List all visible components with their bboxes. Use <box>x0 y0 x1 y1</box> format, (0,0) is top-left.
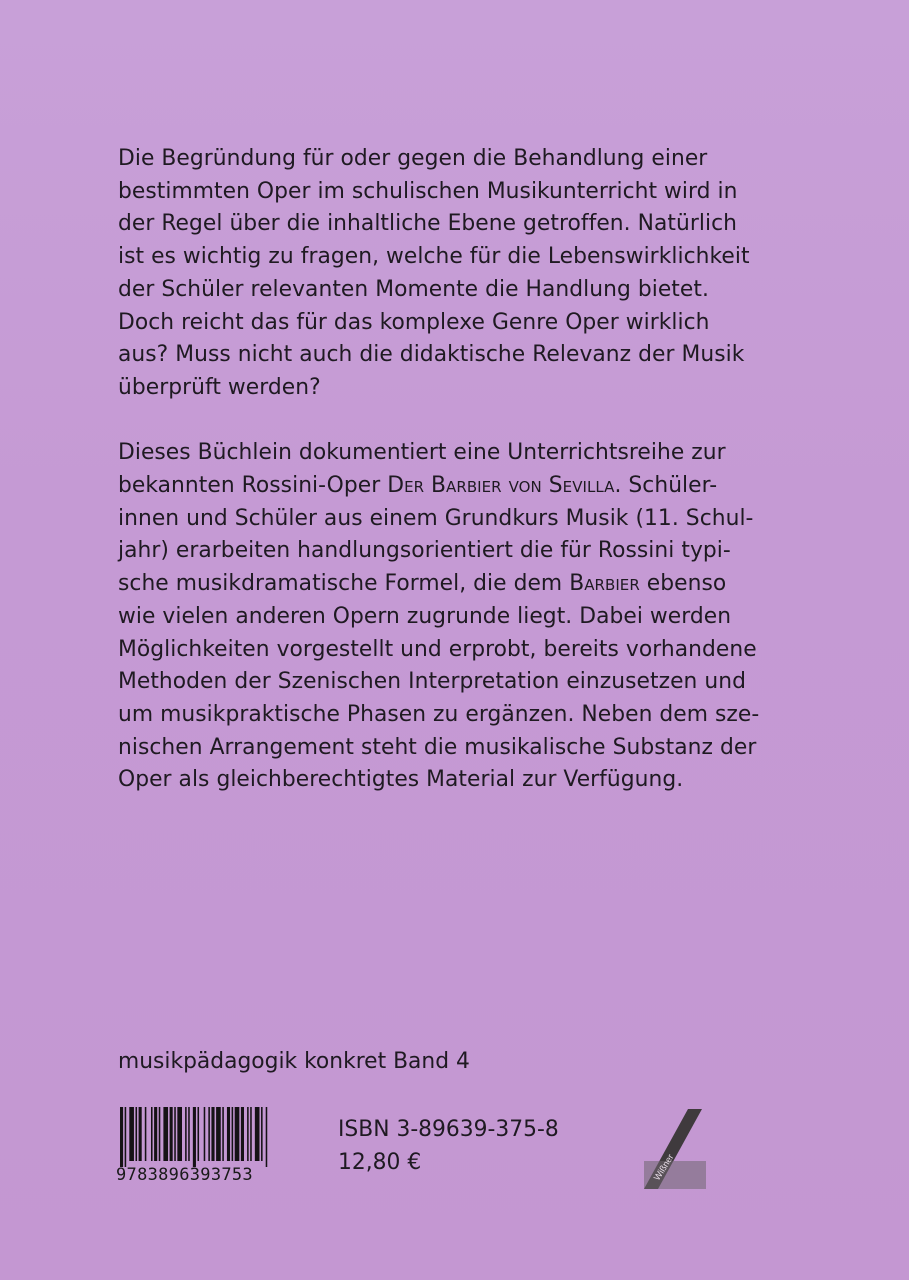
text-line: Doch reicht das für das komplexe Genre Oper wirklich <box>118 309 710 335</box>
barcode-bar <box>204 1107 206 1161</box>
text-line: Oper als gleichberechtigtes Material zur Verfügung. <box>118 767 684 793</box>
barcode-bar <box>151 1107 153 1161</box>
barcode-bar <box>120 1107 123 1167</box>
barcode-bar <box>163 1107 168 1161</box>
text-line: nischen Arrangement steht die musikalische Substanz der <box>118 734 757 760</box>
barcode <box>116 1107 322 1189</box>
blurb-paragraph-2 <box>118 437 760 797</box>
barcode-bar <box>188 1107 190 1161</box>
barcode-bar <box>255 1107 260 1161</box>
barcode-bar <box>208 1107 210 1161</box>
barcode-bar <box>211 1107 214 1161</box>
barcode-bar <box>177 1107 182 1161</box>
logo-wordmark: Wißner <box>651 1152 676 1183</box>
barcode-bar <box>222 1107 224 1161</box>
text-fragment: ebenso <box>639 571 727 597</box>
opera-title: Der Barbier von Sevilla <box>387 473 615 499</box>
barcode-bar <box>139 1107 142 1161</box>
barcode-bar <box>250 1107 252 1161</box>
text-line: der Schüler relevanten Momente die Handlung bietet. <box>118 276 709 302</box>
barcode-bar <box>216 1107 221 1161</box>
blurb-paragraph-1 <box>118 143 750 405</box>
text-line: ist es wichtig zu fragen, welche für die Lebenswirklichkeit <box>118 244 750 270</box>
barcode-bar <box>232 1107 234 1161</box>
isbn: ISBN 3-89639-375-8 <box>338 1117 559 1142</box>
text-fragment: sche musikdramatische Formel, die dem <box>118 571 570 597</box>
barcode-bar <box>145 1107 147 1161</box>
barcode-bar <box>129 1107 134 1161</box>
barcode-bar <box>159 1107 161 1161</box>
barcode-bar <box>198 1107 200 1161</box>
text-line: aus? Muss nicht auch die didaktische Relevanz der Musik <box>118 342 745 368</box>
blurb-text <box>118 143 760 797</box>
text-fragment: . Schüler- <box>614 473 718 499</box>
price: 12,80 € <box>338 1150 422 1175</box>
text-fragment: bekannten Rossini-Oper <box>118 473 388 499</box>
text-line: Dieses Büchlein dokumentiert eine Unterrichtsreihe zur <box>118 440 726 466</box>
barcode-bar <box>227 1107 230 1161</box>
publisher-logo-shape <box>640 1105 708 1191</box>
barcode-bar <box>174 1107 176 1161</box>
publisher-logo-icon <box>640 1105 708 1191</box>
barcode-bar <box>136 1107 138 1161</box>
barcode-bar <box>170 1107 173 1161</box>
barcode-bar <box>261 1107 263 1161</box>
text-line: wie vielen anderen Opern zugrunde liegt. Dabei werden <box>118 603 732 629</box>
text-line: der Regel über die inhaltliche Ebene getroffen. Natürlich <box>118 211 737 237</box>
barcode-digits: 9783896393753 <box>116 1165 253 1185</box>
opera-title-short: Barbier <box>569 571 640 597</box>
text-line: Die Begründung für oder gegen die Behandlung einer <box>118 146 708 171</box>
text-line: innen und Schüler aus einem Grundkurs Musik (11. Schul- <box>118 505 754 531</box>
barcode-bar <box>125 1107 127 1167</box>
barcode-bar <box>235 1107 240 1161</box>
text-line <box>118 568 738 601</box>
barcode-bar <box>154 1107 157 1161</box>
text-line: um musikpraktische Phasen zu ergänzen. Neben dem sze- <box>118 701 760 727</box>
text-line: Methoden der Szenischen Interpretation einzusetzen und <box>118 669 746 695</box>
barcode-bar <box>241 1107 244 1161</box>
barcode-bars-icon <box>116 1107 322 1167</box>
barcode-bar <box>193 1107 196 1167</box>
barcode-bar <box>185 1107 187 1161</box>
series-label: musikpädagogik konkret Band 4 <box>118 1049 470 1074</box>
text-line <box>118 470 738 503</box>
text-line: jahr) erarbeiten handlungsorientiert die für Rossini typi- <box>118 538 731 564</box>
barcode-bar <box>247 1107 249 1161</box>
barcode-bar <box>266 1107 268 1167</box>
text-line: überprüft werden? <box>118 374 321 400</box>
text-line: bestimmten Oper im schulischen Musikunterricht wird in <box>118 178 738 204</box>
text-line: Möglichkeiten vorgestellt und erprobt, bereits vorhandene <box>118 636 757 662</box>
